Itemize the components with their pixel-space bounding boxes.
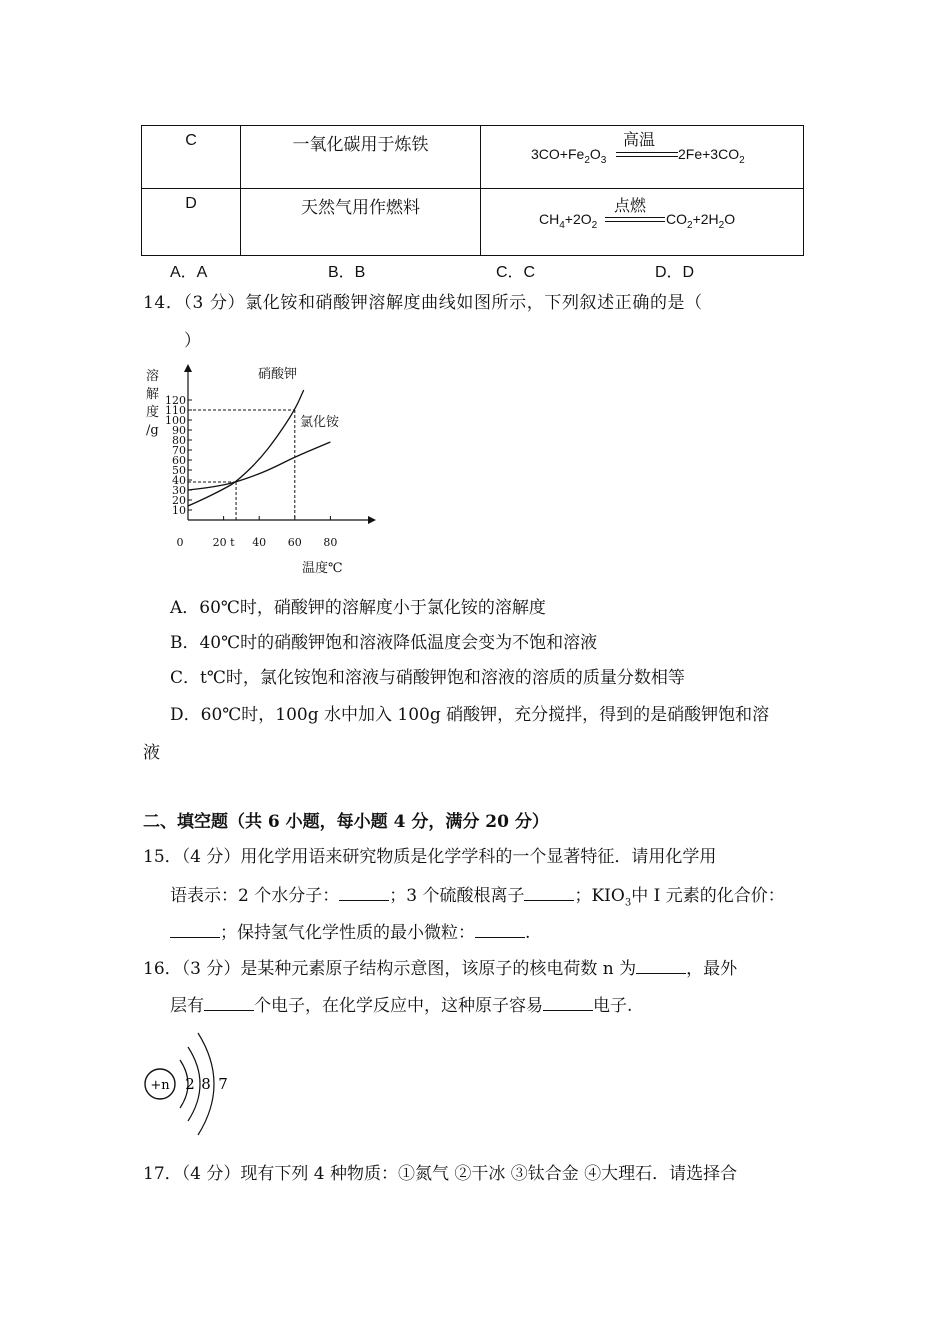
table-row bbox=[142, 126, 804, 189]
x-tick-label: 20 t bbox=[212, 536, 235, 549]
x-axis-label: 温度℃ bbox=[302, 561, 343, 576]
answer-blank[interactable] bbox=[543, 996, 593, 1011]
solubility-chart bbox=[140, 360, 380, 580]
nucleus-label: +n bbox=[150, 1078, 170, 1093]
section-title: 二、填空题（共 6 小题，每小题 4 分，满分 20 分） bbox=[143, 812, 549, 832]
row-use: 一氧化碳用于炼铁 bbox=[292, 135, 429, 155]
x-axis-arrow bbox=[368, 516, 376, 524]
y-tick-label: 90 bbox=[172, 424, 186, 437]
x-tick-label: 80 bbox=[323, 536, 338, 549]
x-tick-label: 40 bbox=[252, 536, 267, 549]
row-use: 天然气用作燃料 bbox=[301, 198, 420, 218]
q14-option-b: B．40℃时的硝酸钾饱和溶液降低温度会变为不饱和溶液 bbox=[170, 633, 598, 653]
y-tick-label: 100 bbox=[165, 414, 186, 427]
y-tick-label: 20 bbox=[172, 494, 186, 507]
equals-sign bbox=[616, 152, 678, 157]
q13-option-c: C．C bbox=[496, 264, 536, 281]
answer-blank[interactable] bbox=[524, 886, 574, 901]
y-tick-label: 40 bbox=[172, 474, 186, 487]
answer-blank[interactable] bbox=[636, 959, 686, 974]
series-line-ammonium-chloride bbox=[188, 442, 330, 490]
shell-electrons-1: 2 bbox=[185, 1075, 195, 1093]
y-axis-label: 解 bbox=[146, 387, 160, 402]
shell-electrons-3: 7 bbox=[218, 1075, 228, 1093]
x-tick-label: 0 bbox=[176, 536, 184, 549]
y-axis-label: /g bbox=[146, 423, 159, 438]
chemical-equation bbox=[481, 189, 803, 255]
y-axis-label: 溶 bbox=[146, 369, 160, 384]
q15-line2: 语表示：2 个水分子： ；3 个硫酸根离子 ；$KIO_3$中 I 元素的化合价： bbox=[170, 886, 785, 909]
q14-option-d-cont: 液 bbox=[143, 743, 160, 763]
q14-stem: 14．（3 分）氯化铵和硝酸钾溶解度曲线如图所示，下列叙述正确的是（ bbox=[143, 293, 703, 313]
q13-option-b: B．B bbox=[328, 264, 366, 281]
answer-blank[interactable] bbox=[204, 996, 254, 1011]
shell-electrons-2: 8 bbox=[201, 1075, 211, 1093]
table-row bbox=[142, 189, 804, 256]
q16-line2: 层有 个电子，在化学反应中，这种原子容易 电子. bbox=[170, 996, 633, 1016]
equation-right: $CO_2+2H_2O$ bbox=[666, 211, 736, 231]
y-tick-label: 50 bbox=[172, 464, 186, 477]
q17-line1: 17．（4 分）现有下列 4 种物质：①氮气 ②干冰 ③钛合金 ④大理石．请选择合 bbox=[143, 1164, 738, 1184]
y-tick-label: 60 bbox=[172, 454, 186, 467]
legend-potassium-nitrate: 硝酸钾 bbox=[258, 367, 298, 382]
x-tick-label: 60 bbox=[287, 536, 302, 549]
q14-option-d: D．60℃时，100g 水中加入 100g 硝酸钾，充分搅拌，得到的是硝酸钾饱和溶 bbox=[170, 705, 770, 725]
y-tick-label: 30 bbox=[172, 484, 186, 497]
answer-blank[interactable] bbox=[475, 923, 525, 938]
reaction-table bbox=[141, 125, 804, 256]
q13-option-a: A．A bbox=[170, 264, 208, 281]
row-label: C bbox=[185, 132, 197, 149]
q13-option-d: D．D bbox=[655, 264, 695, 281]
reaction-condition: 点燃 bbox=[614, 196, 647, 215]
q15-line3: ；保持氢气化学性质的最小微粒： . bbox=[170, 923, 530, 942]
answer-blank[interactable] bbox=[170, 923, 220, 938]
reaction-condition: 高温 bbox=[623, 130, 656, 149]
row-label: D bbox=[185, 195, 197, 212]
equation-right: $2Fe+3CO_2$ bbox=[678, 146, 745, 166]
equation-left: $3CO+Fe_2O_3$ bbox=[531, 146, 607, 166]
y-tick-label: 110 bbox=[165, 404, 186, 417]
series-line-potassium-nitrate bbox=[188, 390, 304, 506]
q14-stem-close: ） bbox=[184, 331, 201, 351]
equation-left: $CH_4+2O_2$ bbox=[539, 211, 598, 231]
atom-structure-diagram bbox=[140, 1025, 240, 1140]
q14-option-c: C．t℃时，氯化铵饱和溶液与硝酸钾饱和溶液的溶质的质量分数相等 bbox=[170, 668, 685, 688]
y-tick-label: 10 bbox=[172, 504, 186, 517]
equals-sign bbox=[605, 217, 665, 222]
q16-line1: 16．（3 分）是某种元素原子结构示意图，该原子的核电荷数 n 为 ，最外 bbox=[143, 959, 738, 979]
y-axis-arrow bbox=[184, 364, 192, 372]
q15-line1: 15．（4 分）用化学用语来研究物质是化学学科的一个显著特征．请用化学用 bbox=[143, 847, 717, 867]
q14-option-a: A．60℃时，硝酸钾的溶解度小于氯化铵的溶解度 bbox=[170, 598, 546, 618]
y-tick-label: 120 bbox=[165, 394, 186, 407]
chemical-equation bbox=[481, 126, 803, 188]
legend-ammonium-chloride: 氯化铵 bbox=[300, 415, 340, 430]
y-axis-label: 度 bbox=[146, 405, 160, 420]
y-tick-label: 80 bbox=[172, 434, 186, 447]
y-tick-label: 70 bbox=[172, 444, 186, 457]
answer-blank[interactable] bbox=[339, 886, 389, 901]
